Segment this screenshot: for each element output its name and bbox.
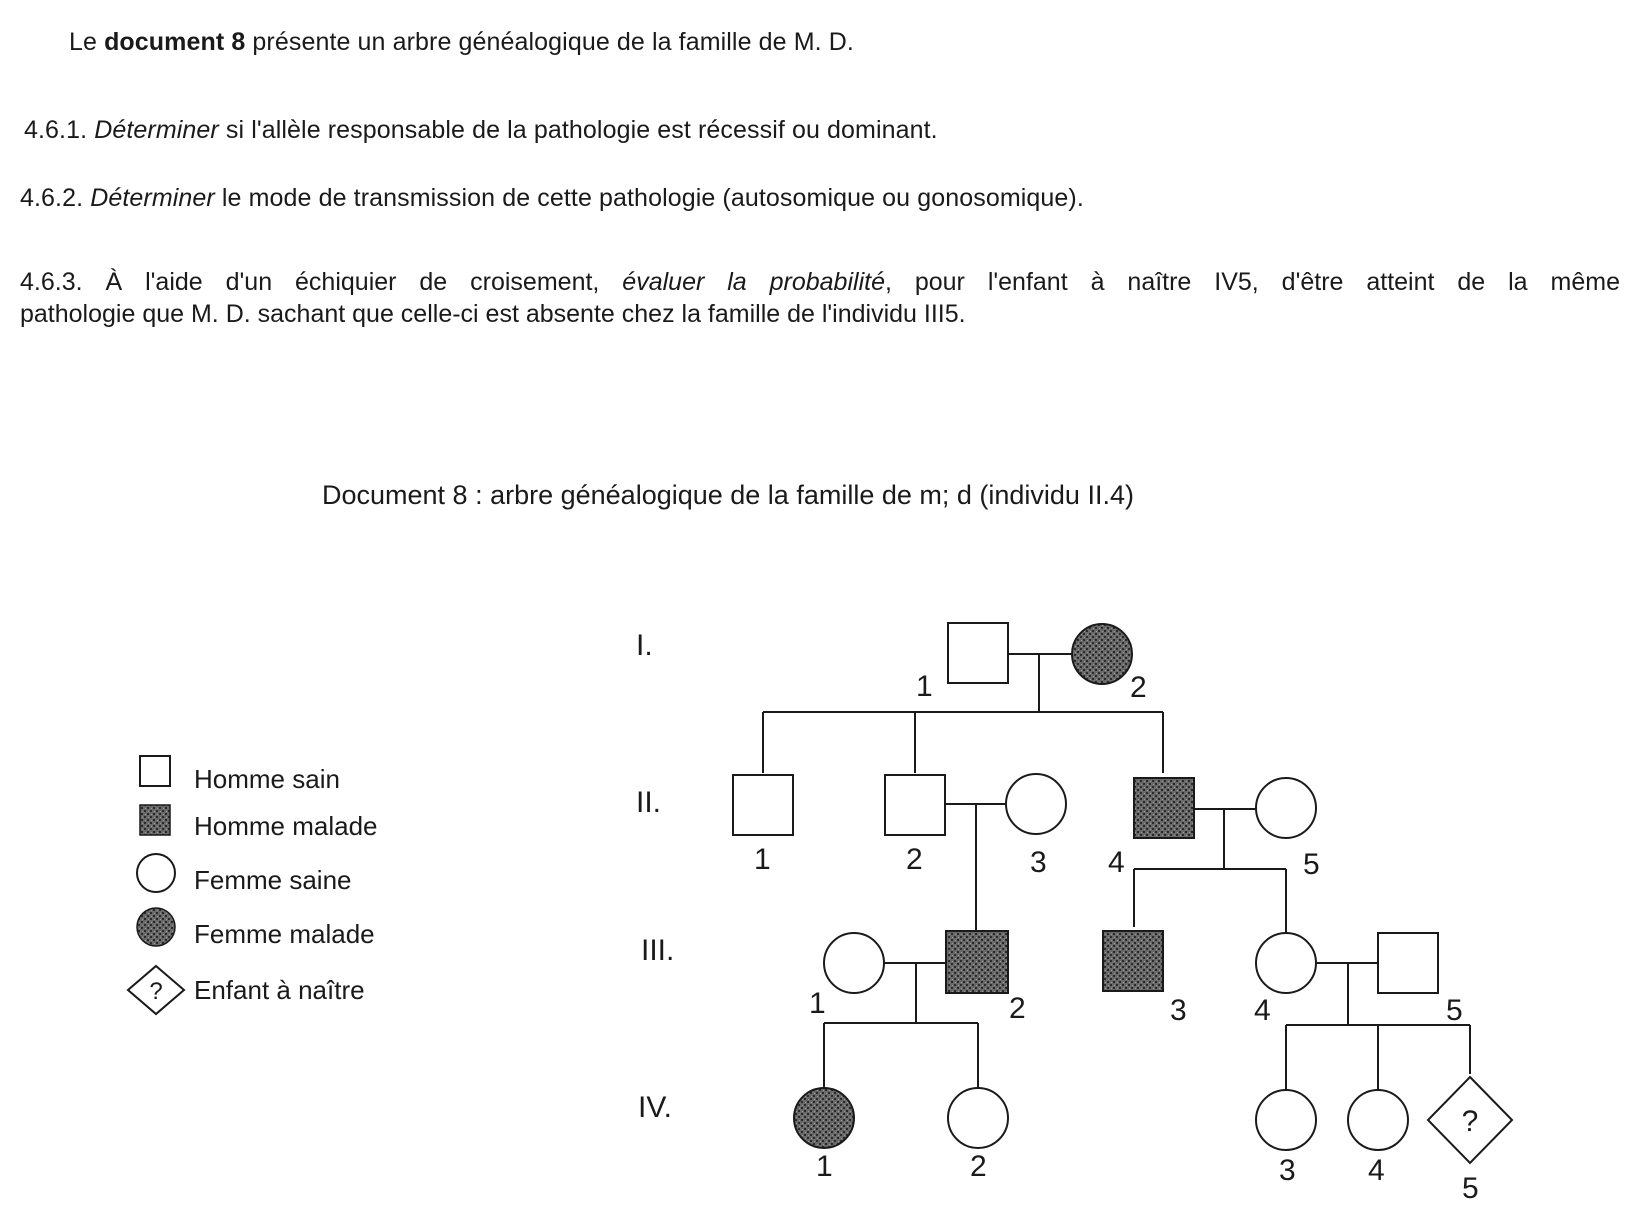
legend-label-femme-malade: Femme malade <box>194 919 375 949</box>
individual-iv-5-question-mark: ? <box>1461 1105 1479 1138</box>
legend-symbol-femme-malade <box>137 908 175 946</box>
intro-pre: Le <box>69 28 105 56</box>
q3-post: , pour l'enfant à naître IV5, d'être atteint de la même <box>884 268 1620 296</box>
legend-label-homme-malade: Homme malade <box>194 811 378 841</box>
label-ii-1: 1 <box>754 843 771 876</box>
generation-label-iv: IV. <box>638 1091 672 1124</box>
document-title: Document 8 : arbre généalogique de la famille de m; d (individu II.4) <box>322 480 1134 510</box>
label-iv-3: 3 <box>1279 1154 1296 1187</box>
label-iii-2: 2 <box>1009 992 1026 1025</box>
label-iv-1: 1 <box>816 1150 833 1183</box>
legend-label-homme-sain: Homme sain <box>194 764 340 794</box>
legend <box>128 756 378 1014</box>
individual-iv-3 <box>1256 1090 1316 1150</box>
individual-ii-5 <box>1256 778 1316 838</box>
label-iii-3: 3 <box>1170 994 1187 1027</box>
individual-ii-4 <box>1134 778 1194 838</box>
generation-label-i: I. <box>636 629 653 662</box>
generation-label-iii: III. <box>641 934 675 967</box>
label-iii-4: 4 <box>1254 994 1271 1027</box>
individual-ii-2 <box>885 775 945 835</box>
legend-label-enfant-a-naitre: Enfant à naître <box>194 975 365 1005</box>
label-i-1: 1 <box>916 670 933 703</box>
q3-pre: 4.6.3. À l'aide d'un échiquier de croisement, <box>20 268 623 296</box>
individual-iv-1 <box>794 1088 854 1148</box>
label-iv-5: 5 <box>1462 1172 1479 1205</box>
individual-ii-1 <box>733 775 793 835</box>
legend-symbol-femme-saine <box>137 854 175 892</box>
label-ii-4: 4 <box>1108 846 1125 879</box>
generation-label-ii: II. <box>636 786 662 819</box>
q2-text: le mode de transmission de cette pathologie (autosomique ou gonosomique). <box>214 184 1084 212</box>
legend-question-mark: ? <box>149 978 163 1005</box>
q2-verb: Déterminer <box>90 184 215 212</box>
pedigree-individuals <box>733 623 1512 1163</box>
individual-iii-2 <box>946 931 1008 993</box>
label-ii-2: 2 <box>906 843 923 876</box>
label-iii-1: 1 <box>809 987 826 1020</box>
individual-iii-4 <box>1256 933 1316 993</box>
intro-bold: document 8 <box>104 28 246 56</box>
legend-symbol-homme-sain <box>140 756 170 786</box>
q3-italic: évaluer la probabilité <box>622 268 885 296</box>
individual-ii-3 <box>1006 774 1066 834</box>
q1-verb: Déterminer <box>94 116 219 144</box>
individual-iii-1 <box>824 933 884 993</box>
q1-number: 4.6.1. <box>24 116 95 144</box>
individual-iv-2 <box>948 1088 1008 1148</box>
individual-iii-5 <box>1378 933 1438 993</box>
q2-number: 4.6.2. <box>20 184 91 212</box>
label-iv-4: 4 <box>1368 1154 1385 1187</box>
legend-symbol-homme-malade <box>140 805 170 835</box>
legend-label-femme-saine: Femme saine <box>194 865 352 895</box>
q3-line2: pathologie que M. D. sachant que celle-ci est absente chez la famille de l'individu III5. <box>20 300 966 328</box>
label-ii-5: 5 <box>1303 848 1320 881</box>
intro-post: présente un arbre généalogique de la famille de M. D. <box>245 28 854 56</box>
individual-i-1 <box>948 623 1008 683</box>
individual-iii-3 <box>1103 931 1163 991</box>
individual-iv-4 <box>1348 1090 1408 1150</box>
individual-i-2 <box>1072 624 1132 684</box>
label-iv-2: 2 <box>970 1150 987 1183</box>
q1-text: si l'allèle responsable de la pathologie est récessif ou dominant. <box>218 116 938 144</box>
label-i-2: 2 <box>1130 671 1147 704</box>
label-iii-5: 5 <box>1446 994 1463 1027</box>
label-ii-3: 3 <box>1030 846 1047 879</box>
